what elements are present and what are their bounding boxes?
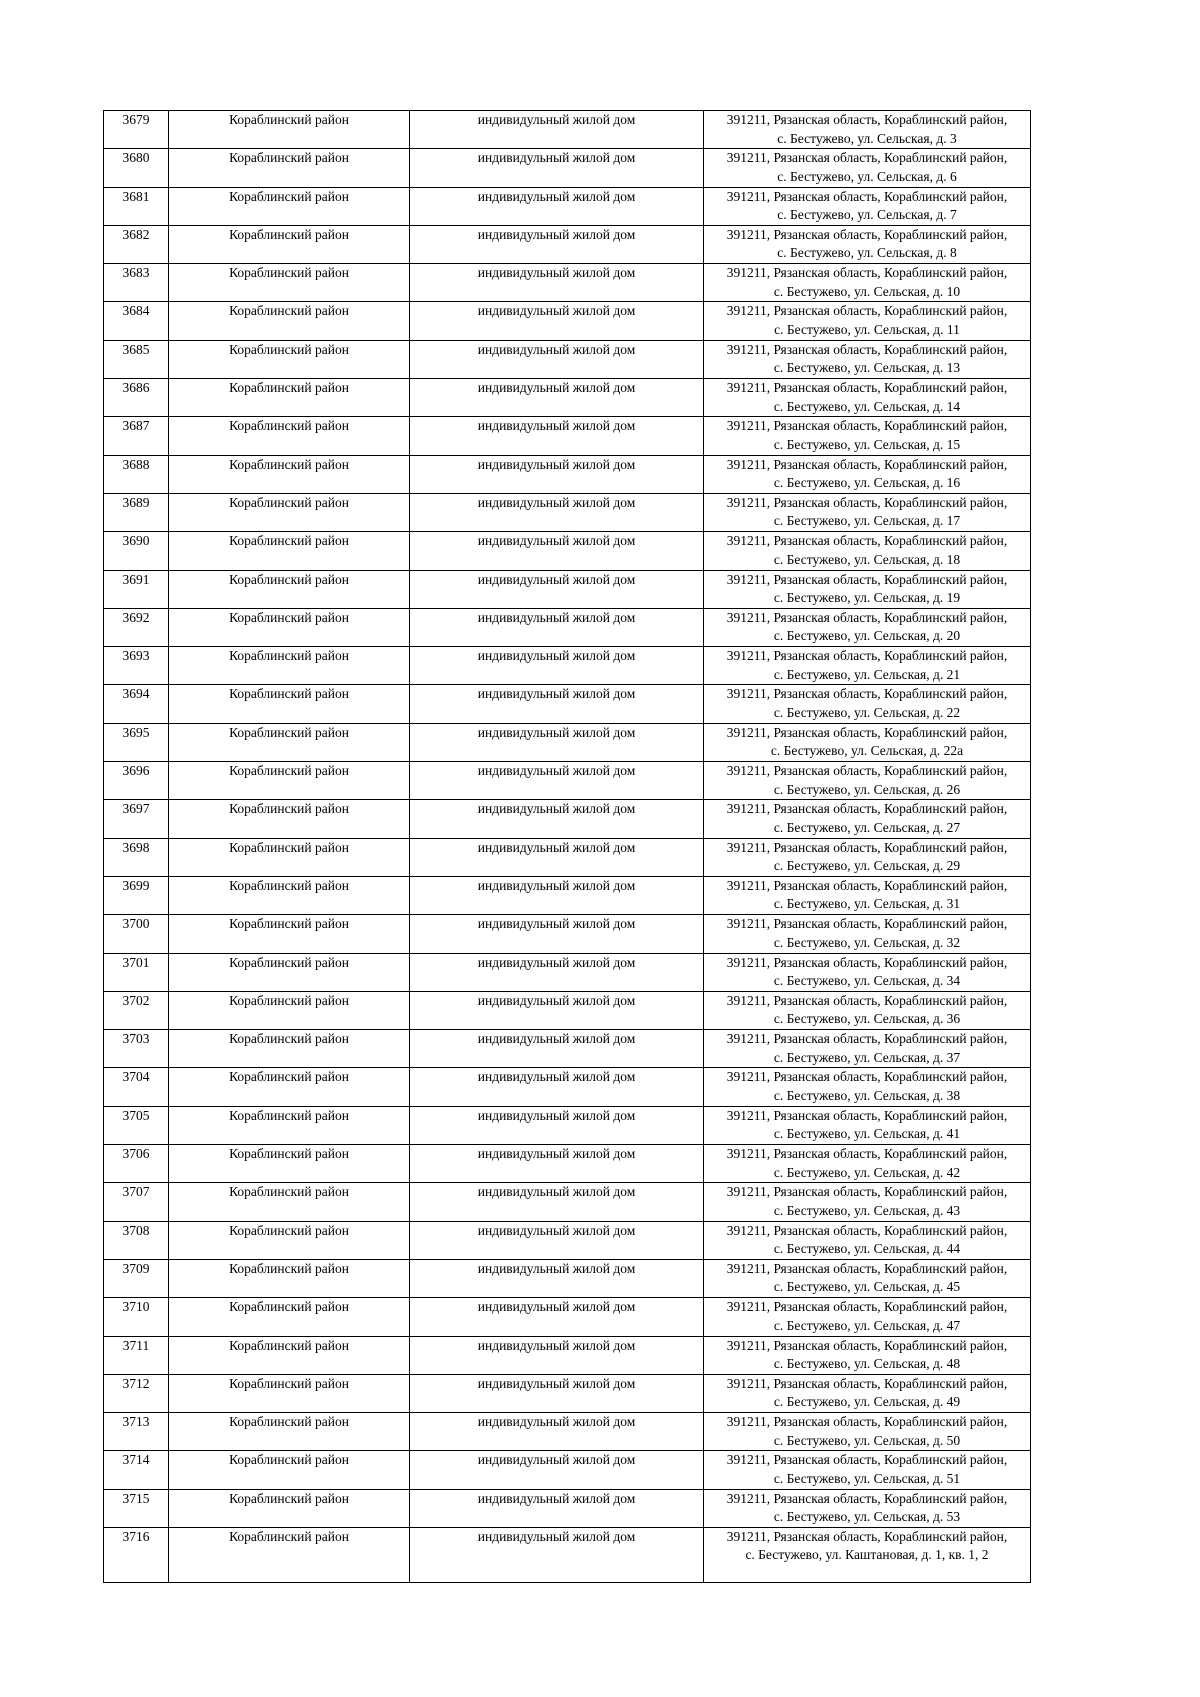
address-line-2: с. Бестужево, ул. Сельская, д. 37 <box>773 1049 961 1065</box>
row-number: 3686 <box>104 379 169 417</box>
district-cell: Кораблинский район <box>169 493 410 531</box>
address-cell <box>704 340 1031 378</box>
district-cell: Кораблинский район <box>169 340 410 378</box>
object-type-cell: индивидульный жилой дом <box>410 1145 704 1183</box>
address-line-1: 391211, Рязанская область, Кораблинский район, <box>726 609 1008 625</box>
district-cell: Кораблинский район <box>169 570 410 608</box>
table-row <box>104 225 1031 263</box>
address-line-1: 391211, Рязанская область, Кораблинский район, <box>726 226 1008 242</box>
object-type-cell: индивидульный жилой дом <box>410 762 704 800</box>
row-number: 3699 <box>104 876 169 914</box>
address-line-1: 391211, Рязанская область, Кораблинский район, <box>726 1031 1008 1047</box>
district-cell: Кораблинский район <box>169 1413 410 1451</box>
address-line-1: 391211, Рязанская область, Кораблинский район, <box>726 1490 1008 1506</box>
object-type-cell: индивидульный жилой дом <box>410 1068 704 1106</box>
table-row <box>104 1259 1031 1297</box>
object-type-cell: индивидульный жилой дом <box>410 111 704 149</box>
table-row <box>104 187 1031 225</box>
row-number: 3709 <box>104 1259 169 1297</box>
row-number: 3712 <box>104 1374 169 1412</box>
table-row <box>104 302 1031 340</box>
address-line-2: с. Бестужево, ул. Сельская, д. 47 <box>773 1317 961 1333</box>
address-line-2: с. Бестужево, ул. Сельская, д. 20 <box>773 628 961 644</box>
table-row <box>104 876 1031 914</box>
row-number: 3687 <box>104 417 169 455</box>
district-cell: Кораблинский район <box>169 915 410 953</box>
address-cell <box>704 1259 1031 1297</box>
object-type-cell: индивидульный жилой дом <box>410 417 704 455</box>
row-number: 3697 <box>104 800 169 838</box>
address-cell <box>704 1183 1031 1221</box>
district-cell: Кораблинский район <box>169 723 410 761</box>
address-line-1: 391211, Рязанская область, Кораблинский район, <box>726 533 1008 549</box>
address-line-1: 391211, Рязанская область, Кораблинский район, <box>726 188 1008 204</box>
address-line-2: с. Бестужево, ул. Сельская, д. 50 <box>773 1432 961 1448</box>
object-type-cell: индивидульный жилой дом <box>410 723 704 761</box>
row-number: 3706 <box>104 1145 169 1183</box>
address-line-1: 391211, Рязанская область, Кораблинский район, <box>726 1414 1008 1430</box>
address-line-1: 391211, Рязанская область, Кораблинский район, <box>726 112 1008 127</box>
object-type-cell: индивидульный жилой дом <box>410 1298 704 1336</box>
row-number: 3691 <box>104 570 169 608</box>
table-row <box>104 1106 1031 1144</box>
address-line-2: с. Бестужево, ул. Сельская, д. 10 <box>773 283 961 299</box>
address-cell <box>704 1221 1031 1259</box>
district-cell: Кораблинский район <box>169 111 410 149</box>
address-line-2: с. Бестужево, ул. Сельская, д. 32 <box>773 934 961 950</box>
object-type-cell: индивидульный жилой дом <box>410 1527 704 1582</box>
table-row <box>104 493 1031 531</box>
row-number: 3711 <box>104 1336 169 1374</box>
address-cell <box>704 1145 1031 1183</box>
object-type-cell: индивидульный жилой дом <box>410 187 704 225</box>
district-cell: Кораблинский район <box>169 647 410 685</box>
address-cell <box>704 800 1031 838</box>
registry-table <box>103 110 1031 1583</box>
district-cell: Кораблинский район <box>169 1298 410 1336</box>
address-cell <box>704 838 1031 876</box>
object-type-cell: индивидульный жилой дом <box>410 838 704 876</box>
row-number: 3698 <box>104 838 169 876</box>
address-line-1: 391211, Рязанская область, Кораблинский район, <box>726 380 1008 396</box>
district-cell: Кораблинский район <box>169 1183 410 1221</box>
table-row <box>104 340 1031 378</box>
table-row <box>104 455 1031 493</box>
address-line-2: с. Бестужево, ул. Сельская, д. 27 <box>773 819 961 835</box>
district-cell: Кораблинский район <box>169 685 410 723</box>
address-line-2: с. Бестужево, ул. Сельская, д. 36 <box>773 1011 961 1027</box>
address-line-1: 391211, Рязанская область, Кораблинский район, <box>726 1260 1008 1276</box>
row-number: 3692 <box>104 608 169 646</box>
object-type-cell: индивидульный жилой дом <box>410 1451 704 1489</box>
address-line-1: 391211, Рязанская область, Кораблинский район, <box>726 150 1008 166</box>
object-type-cell: индивидульный жилой дом <box>410 264 704 302</box>
district-cell: Кораблинский район <box>169 532 410 570</box>
address-cell <box>704 149 1031 187</box>
address-cell <box>704 379 1031 417</box>
district-cell: Кораблинский район <box>169 455 410 493</box>
table-row <box>104 991 1031 1029</box>
address-line-2: с. Бестужево, ул. Сельская, д. 51 <box>773 1470 961 1486</box>
table-row <box>104 953 1031 991</box>
row-number: 3707 <box>104 1183 169 1221</box>
object-type-cell: индивидульный жилой дом <box>410 1106 704 1144</box>
address-cell <box>704 570 1031 608</box>
row-number: 3685 <box>104 340 169 378</box>
district-cell: Кораблинский район <box>169 800 410 838</box>
address-line-1: 391211, Рязанская область, Кораблинский район, <box>726 494 1008 510</box>
district-cell: Кораблинский район <box>169 149 410 187</box>
district-cell: Кораблинский район <box>169 1259 410 1297</box>
object-type-cell: индивидульный жилой дом <box>410 1413 704 1451</box>
object-type-cell: индивидульный жилой дом <box>410 608 704 646</box>
district-cell: Кораблинский район <box>169 302 410 340</box>
address-line-1: 391211, Рязанская область, Кораблинский район, <box>726 1146 1008 1162</box>
row-number: 3690 <box>104 532 169 570</box>
object-type-cell: индивидульный жилой дом <box>410 340 704 378</box>
address-cell <box>704 953 1031 991</box>
address-line-1: 391211, Рязанская область, Кораблинский район, <box>726 1222 1008 1238</box>
address-line-2: с. Бестужево, ул. Сельская, д. 48 <box>773 1356 961 1371</box>
district-cell: Кораблинский район <box>169 1145 410 1183</box>
address-line-1: 391211, Рязанская область, Кораблинский район, <box>726 724 1008 740</box>
address-cell <box>704 762 1031 800</box>
address-line-1: 391211, Рязанская область, Кораблинский район, <box>726 839 1008 855</box>
address-line-2: с. Бестужево, ул. Сельская, д. 8 <box>777 245 957 261</box>
row-number: 3710 <box>104 1298 169 1336</box>
district-cell: Кораблинский район <box>169 379 410 417</box>
object-type-cell: индивидульный жилой дом <box>410 800 704 838</box>
address-line-1: 391211, Рязанская область, Кораблинский район, <box>726 303 1008 319</box>
address-line-2: с. Бестужево, ул. Сельская, д. 41 <box>773 1126 961 1142</box>
address-cell <box>704 991 1031 1029</box>
row-number: 3701 <box>104 953 169 991</box>
table-row <box>104 1221 1031 1259</box>
address-cell <box>704 1451 1031 1489</box>
address-cell <box>704 647 1031 685</box>
address-line-2: с. Бестужево, ул. Сельская, д. 13 <box>773 360 961 376</box>
table-row <box>104 608 1031 646</box>
table-row <box>104 723 1031 761</box>
address-line-1: 391211, Рязанская область, Кораблинский район, <box>726 954 1008 970</box>
row-number: 3694 <box>104 685 169 723</box>
district-cell: Кораблинский район <box>169 1336 410 1374</box>
address-cell <box>704 608 1031 646</box>
row-number: 3700 <box>104 915 169 953</box>
address-cell <box>704 1489 1031 1527</box>
district-cell: Кораблинский район <box>169 876 410 914</box>
address-line-1: 391211, Рязанская область, Кораблинский район, <box>726 648 1008 664</box>
address-line-1: 391211, Рязанская область, Кораблинский район, <box>726 571 1008 587</box>
object-type-cell: индивидульный жилой дом <box>410 685 704 723</box>
row-number: 3696 <box>104 762 169 800</box>
object-type-cell: индивидульный жилой дом <box>410 991 704 1029</box>
row-number: 3704 <box>104 1068 169 1106</box>
address-line-1: 391211, Рязанская область, Кораблинский район, <box>726 1528 1008 1544</box>
table-row <box>104 417 1031 455</box>
table-row <box>104 915 1031 953</box>
address-line-1: 391211, Рязанская область, Кораблинский район, <box>726 456 1008 472</box>
object-type-cell: индивидульный жилой дом <box>410 570 704 608</box>
table-row <box>104 1489 1031 1527</box>
table-row <box>104 111 1031 149</box>
table-row <box>104 1413 1031 1451</box>
table-row <box>104 1030 1031 1068</box>
address-line-1: 391211, Рязанская область, Кораблинский район, <box>726 801 1008 817</box>
address-line-2: с. Бестужево, ул. Сельская, д. 7 <box>777 207 957 223</box>
address-line-2: с. Бестужево, ул. Сельская, д. 22а <box>770 743 964 759</box>
object-type-cell: индивидульный жилой дом <box>410 302 704 340</box>
address-cell <box>704 876 1031 914</box>
district-cell: Кораблинский район <box>169 838 410 876</box>
address-line-2: с. Бестужево, ул. Сельская, д. 19 <box>773 590 961 606</box>
object-type-cell: индивидульный жилой дом <box>410 915 704 953</box>
object-type-cell: индивидульный жилой дом <box>410 532 704 570</box>
district-cell: Кораблинский район <box>169 1106 410 1144</box>
address-line-1: 391211, Рязанская область, Кораблинский район, <box>726 341 1008 357</box>
district-cell: Кораблинский район <box>169 187 410 225</box>
row-number: 3689 <box>104 493 169 531</box>
address-cell <box>704 455 1031 493</box>
address-line-2: с. Бестужево, ул. Сельская, д. 53 <box>773 1509 961 1525</box>
address-line-2: с. Бестужево, ул. Сельская, д. 11 <box>774 321 960 337</box>
address-line-1: 391211, Рязанская область, Кораблинский район, <box>726 1299 1008 1315</box>
table-row <box>104 1374 1031 1412</box>
row-number: 3715 <box>104 1489 169 1527</box>
row-number: 3680 <box>104 149 169 187</box>
object-type-cell: индивидульный жилой дом <box>410 493 704 531</box>
address-line-1: 391211, Рязанская область, Кораблинский район, <box>726 686 1008 702</box>
address-cell <box>704 1030 1031 1068</box>
address-cell <box>704 111 1031 149</box>
address-cell <box>704 1374 1031 1412</box>
address-line-2: с. Бестужево, ул. Сельская, д. 29 <box>773 858 961 874</box>
object-type-cell: индивидульный жилой дом <box>410 876 704 914</box>
row-number: 3703 <box>104 1030 169 1068</box>
row-number: 3702 <box>104 991 169 1029</box>
address-cell <box>704 417 1031 455</box>
object-type-cell: индивидульный жилой дом <box>410 1183 704 1221</box>
address-cell <box>704 1413 1031 1451</box>
address-line-2: с. Бестужево, ул. Сельская, д. 45 <box>773 1279 961 1295</box>
address-line-2: с. Бестужево, ул. Сельская, д. 17 <box>773 513 961 529</box>
object-type-cell: индивидульный жилой дом <box>410 1221 704 1259</box>
object-type-cell: индивидульный жилой дом <box>410 1489 704 1527</box>
address-line-1: 391211, Рязанская область, Кораблинский район, <box>726 1337 1008 1353</box>
row-number: 3683 <box>104 264 169 302</box>
address-line-2: с. Бестужево, ул. Сельская, д. 3 <box>777 130 957 146</box>
address-cell <box>704 1068 1031 1106</box>
address-line-1: 391211, Рязанская область, Кораблинский район, <box>726 877 1008 893</box>
row-number: 3695 <box>104 723 169 761</box>
address-line-2: с. Бестужево, ул. Каштановая, д. 1, кв. 1, 2 <box>745 1547 989 1563</box>
address-cell <box>704 1527 1031 1582</box>
registry-table-body <box>104 111 1031 1583</box>
row-number: 3679 <box>104 111 169 149</box>
table-row <box>104 762 1031 800</box>
address-line-1: 391211, Рязанская область, Кораблинский район, <box>726 1452 1008 1468</box>
district-cell: Кораблинский район <box>169 953 410 991</box>
table-row <box>104 1298 1031 1336</box>
table-row <box>104 1068 1031 1106</box>
table-row <box>104 1145 1031 1183</box>
object-type-cell: индивидульный жилой дом <box>410 1374 704 1412</box>
district-cell: Кораблинский район <box>169 608 410 646</box>
district-cell: Кораблинский район <box>169 1451 410 1489</box>
row-number: 3716 <box>104 1527 169 1582</box>
district-cell: Кораблинский район <box>169 1489 410 1527</box>
address-cell <box>704 685 1031 723</box>
district-cell: Кораблинский район <box>169 225 410 263</box>
district-cell: Кораблинский район <box>169 1374 410 1412</box>
address-line-1: 391211, Рязанская область, Кораблинский район, <box>726 763 1008 779</box>
district-cell: Кораблинский район <box>169 417 410 455</box>
row-number: 3682 <box>104 225 169 263</box>
address-cell <box>704 1336 1031 1374</box>
district-cell: Кораблинский район <box>169 264 410 302</box>
table-row <box>104 1527 1031 1582</box>
row-number: 3684 <box>104 302 169 340</box>
table-row <box>104 1183 1031 1221</box>
table-row <box>104 532 1031 570</box>
address-cell <box>704 723 1031 761</box>
row-number: 3693 <box>104 647 169 685</box>
address-line-2: с. Бестужево, ул. Сельская, д. 14 <box>773 398 961 414</box>
table-row <box>104 838 1031 876</box>
district-cell: Кораблинский район <box>169 991 410 1029</box>
address-line-1: 391211, Рязанская область, Кораблинский район, <box>726 1069 1008 1085</box>
address-line-2: с. Бестужево, ул. Сельская, д. 6 <box>777 168 957 184</box>
address-cell <box>704 264 1031 302</box>
address-line-2: с. Бестужево, ул. Сельская, д. 34 <box>773 973 961 989</box>
address-line-2: с. Бестужево, ул. Сельская, д. 38 <box>773 1087 961 1103</box>
address-cell <box>704 302 1031 340</box>
row-number: 3714 <box>104 1451 169 1489</box>
address-cell <box>704 493 1031 531</box>
object-type-cell: индивидульный жилой дом <box>410 149 704 187</box>
address-line-2: с. Бестужево, ул. Сельская, д. 26 <box>773 781 961 797</box>
address-line-1: 391211, Рязанская область, Кораблинский район, <box>726 916 1008 932</box>
table-row <box>104 264 1031 302</box>
district-cell: Кораблинский район <box>169 1527 410 1582</box>
address-line-2: с. Бестужево, ул. Сельская, д. 16 <box>773 475 961 491</box>
address-line-2: с. Бестужево, ул. Сельская, д. 49 <box>773 1394 961 1410</box>
address-cell <box>704 225 1031 263</box>
row-number: 3688 <box>104 455 169 493</box>
address-cell <box>704 1106 1031 1144</box>
object-type-cell: индивидульный жилой дом <box>410 455 704 493</box>
address-line-2: с. Бестужево, ул. Сельская, д. 31 <box>773 896 961 912</box>
district-cell: Кораблинский район <box>169 1030 410 1068</box>
object-type-cell: индивидульный жилой дом <box>410 1259 704 1297</box>
table-row <box>104 570 1031 608</box>
object-type-cell: индивидульный жилой дом <box>410 1030 704 1068</box>
address-line-1: 391211, Рязанская область, Кораблинский район, <box>726 1184 1008 1200</box>
row-number: 3681 <box>104 187 169 225</box>
address-line-1: 391211, Рязанская область, Кораблинский район, <box>726 1375 1008 1391</box>
address-line-2: с. Бестужево, ул. Сельская, д. 43 <box>773 1202 961 1218</box>
address-line-2: с. Бестужево, ул. Сельская, д. 18 <box>773 551 961 567</box>
table-row <box>104 800 1031 838</box>
object-type-cell: индивидульный жилой дом <box>410 1336 704 1374</box>
district-cell: Кораблинский район <box>169 762 410 800</box>
object-type-cell: индивидульный жилой дом <box>410 379 704 417</box>
object-type-cell: индивидульный жилой дом <box>410 647 704 685</box>
address-line-1: 391211, Рязанская область, Кораблинский район, <box>726 265 1008 281</box>
address-line-2: с. Бестужево, ул. Сельская, д. 44 <box>773 1241 961 1257</box>
address-cell <box>704 1298 1031 1336</box>
row-number: 3705 <box>104 1106 169 1144</box>
row-number: 3708 <box>104 1221 169 1259</box>
table-row <box>104 647 1031 685</box>
district-cell: Кораблинский район <box>169 1221 410 1259</box>
address-line-2: с. Бестужево, ул. Сельская, д. 21 <box>773 666 961 682</box>
district-cell: Кораблинский район <box>169 1068 410 1106</box>
table-row <box>104 379 1031 417</box>
table-row <box>104 1451 1031 1489</box>
table-row <box>104 1336 1031 1374</box>
address-cell <box>704 915 1031 953</box>
address-line-1: 391211, Рязанская область, Кораблинский район, <box>726 1107 1008 1123</box>
object-type-cell: индивидульный жилой дом <box>410 225 704 263</box>
address-line-2: с. Бестужево, ул. Сельская, д. 42 <box>773 1164 961 1180</box>
address-cell <box>704 187 1031 225</box>
address-line-2: с. Бестужево, ул. Сельская, д. 15 <box>773 436 961 452</box>
table-row <box>104 685 1031 723</box>
address-line-2: с. Бестужево, ул. Сельская, д. 22 <box>773 704 961 720</box>
row-number: 3713 <box>104 1413 169 1451</box>
object-type-cell: индивидульный жилой дом <box>410 953 704 991</box>
address-line-1: 391211, Рязанская область, Кораблинский район, <box>726 418 1008 434</box>
address-cell <box>704 532 1031 570</box>
table-row <box>104 149 1031 187</box>
address-line-1: 391211, Рязанская область, Кораблинский район, <box>726 992 1008 1008</box>
